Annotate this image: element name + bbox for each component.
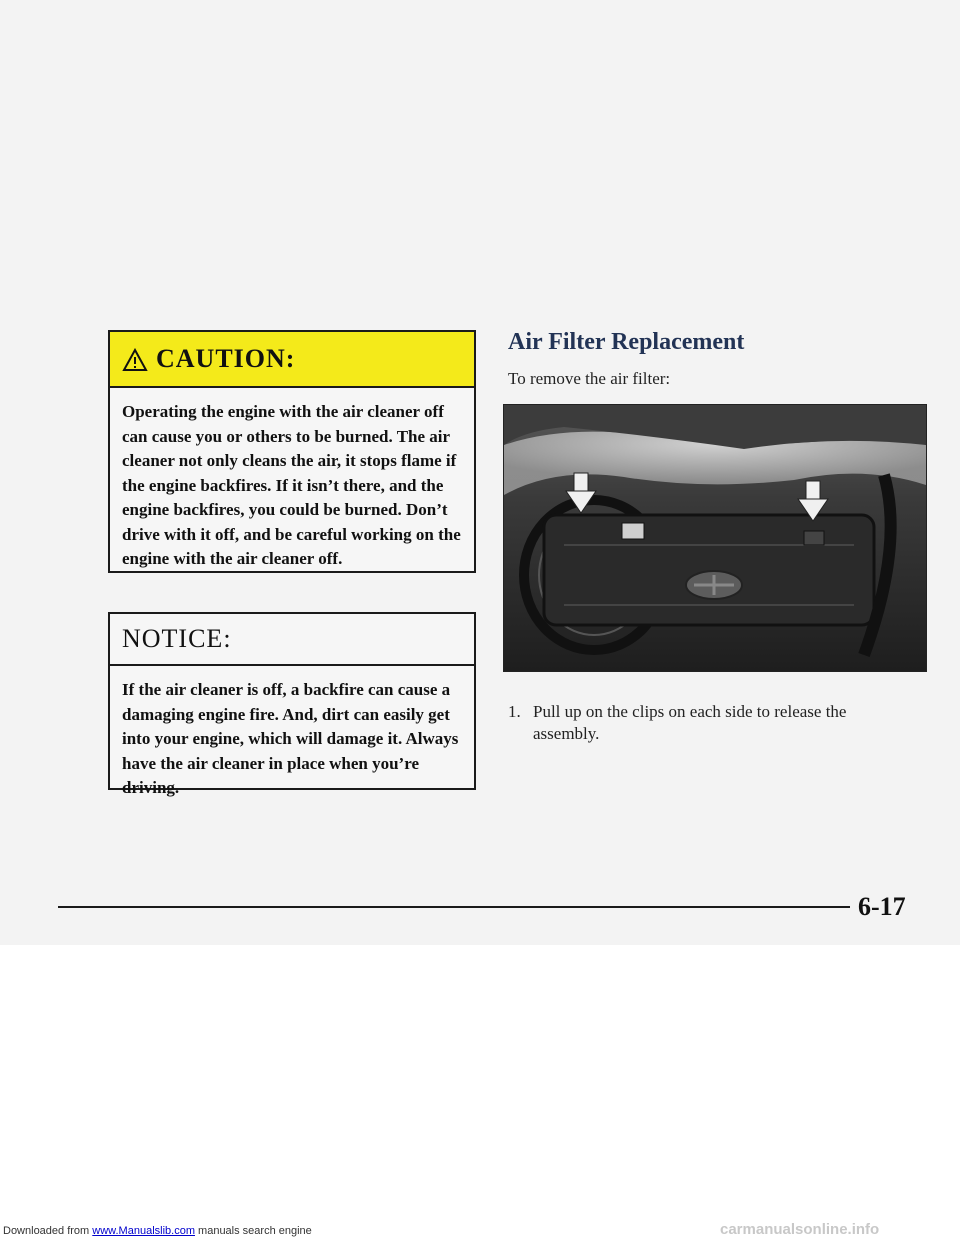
- step-1: [508, 701, 868, 745]
- page-number: 6-17: [858, 892, 906, 921]
- notice-title: NOTICE:: [122, 624, 232, 653]
- caution-header: [110, 332, 474, 388]
- manualslib-link[interactable]: www.Manualslib.com: [92, 1225, 195, 1237]
- credit-suffix: manuals search engine: [194, 1225, 312, 1237]
- step-text: Pull up on the clips on each side to release the assembly.: [533, 702, 847, 743]
- step-number: 1.: [508, 702, 521, 721]
- download-credit: [3, 1225, 312, 1237]
- engine-illustration: [504, 405, 926, 671]
- caution-box: [108, 330, 476, 573]
- footer-rule: [58, 906, 850, 908]
- warning-triangle-icon: [122, 348, 148, 372]
- air-filter-photo: [503, 404, 927, 672]
- watermark: carmanualsonline.info: [720, 1221, 880, 1238]
- notice-text: If the air cleaner is off, a backfire can cause a damaging engine fire. And, dirt can easily get into your engine, which will damage it. Always have the air cleaner in place when you’re driving.: [122, 680, 459, 797]
- caution-text: Operating the engine with the air cleaner off can cause you or others to be burned. The air cleaner not only cleans the air, it stops flame if the engine backfires. If it isn’t there, and the engine backfires, you could be burned. Don’t drive with it off, and be careful working on the engine with the air cleaner off.: [122, 402, 461, 568]
- notice-box: [108, 612, 476, 797]
- caution-title: CAUTION:: [156, 344, 296, 373]
- credit-prefix: Downloaded from: [3, 1225, 93, 1237]
- notice-header: [110, 614, 474, 666]
- section-intro: To remove the air filter:: [508, 369, 671, 388]
- blank-margin: [0, 945, 960, 1242]
- section-title: Air Filter Replacement: [508, 329, 745, 355]
